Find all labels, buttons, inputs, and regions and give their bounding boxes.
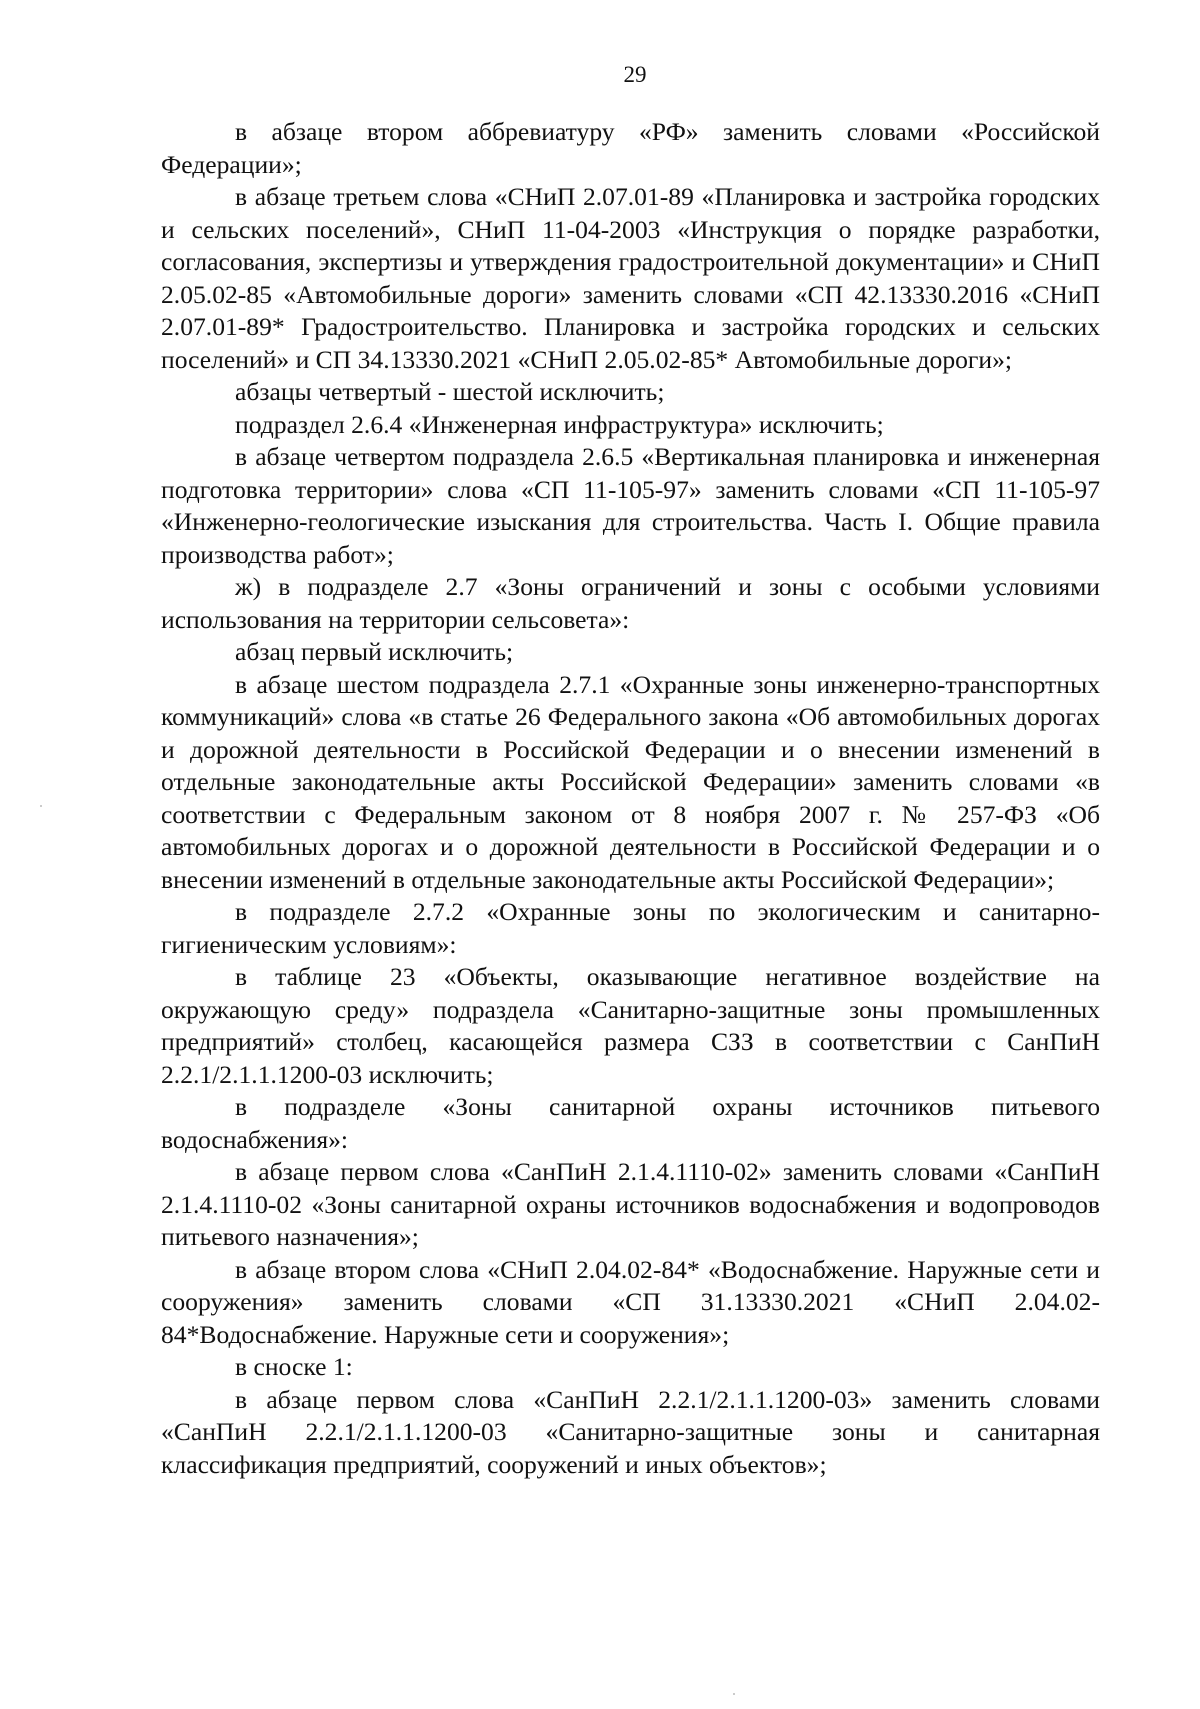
scan-speck	[40, 805, 42, 807]
paragraph: в абзаце шестом подраздела 2.7.1 «Охранные зоны инженерно-транспортных коммуникаций» слова «в статье 26 Федерального закона «Об автомобильных дорогах и дорожной деятельности в Российской Федерации и о внесении изменений в отдельные законодательные акты Российской Федерации» заменить словами «в соответствии с Федеральным законом от 8 ноября 2007 г. № 257-ФЗ «Об автомобильных дорогах и о дорожной деятельности в Российской Федерации и о внесении изменений в отдельные законодательные акты Российской Федерации»;	[161, 669, 1100, 894]
page-number: 29	[623, 62, 647, 87]
paragraph: в сноске 1:	[235, 1352, 353, 1381]
paragraph: абзац первый исключить;	[235, 637, 514, 666]
scan-speck	[733, 1693, 735, 1695]
paragraph: ж) в подразделе 2.7 «Зоны ограничений и зоны с особыми условиями использования на территории сельсовета»:	[161, 572, 1100, 634]
paragraph: в подразделе «Зоны санитарной охраны источников питьевого водоснабжения»:	[161, 1092, 1100, 1154]
paragraph: абзацы четвертый - шестой исключить;	[235, 377, 665, 406]
document-body	[161, 116, 1100, 1481]
paragraph: в таблице 23 «Объекты, оказывающие негативное воздействие на окружающую среду» подраздела «Санитарно-защитные зоны промышленных предприятий» столбец, касающейся размера СЗЗ в соответствии с СанПиН 2.2.1/2.1.1.1200-03 исключить;	[161, 962, 1100, 1089]
paragraph: в абзаце первом слова «СанПиН 2.1.4.1110-02» заменить словами «СанПиН 2.1.4.1110-02 «Зоны санитарной охраны источников водоснабжения и водопроводов питьевого назначения»;	[161, 1157, 1100, 1251]
paragraph: подраздел 2.6.4 «Инженерная инфраструктура» исключить;	[235, 409, 884, 439]
paragraph: в абзаце втором аббревиатуру «РФ» заменить словами «Российской Федерации»;	[161, 117, 1100, 179]
paragraph: в абзаце четвертом подраздела 2.6.5 «Вертикальная планировка и инженерная подготовка территории» слова «СП 11-105-97» заменить словами «СП 11-105-97 «Инженерно-геологические изыскания для строительства. Часть I. Общие правила производства работ»;	[161, 442, 1100, 569]
paragraph: в подразделе 2.7.2 «Охранные зоны по экологическим и санитарно-гигиеническим условиям»:	[161, 897, 1100, 959]
paragraph: в абзаце третьем слова «СНиП 2.07.01-89 «Планировка и застройка городских и сельских поселений», СНиП 11-04-2003 «Инструкция о порядке разработки, согласования, экспертизы и утверждения градостроительной документации» и СНиП 2.05.02-85 «Автомобильные дороги» заменить словами «СП 42.13330.2016 «СНиП 2.07.01-89* Градостроительство. Планировка и застройка городских и сельских поселений» и СП 34.13330.2021 «СНиП 2.05.02-85* Автомобильные дороги»;	[161, 182, 1100, 374]
paragraph: в абзаце первом слова «СанПиН 2.2.1/2.1.1.1200-03» заменить словами «СанПиН 2.2.1/2.1.1.1200-03 «Санитарно-защитные зоны и санитарная классификация предприятий, сооружений и иных объектов»;	[161, 1384, 1100, 1479]
paragraph: в абзаце втором слова «СНиП 2.04.02-84* «Водоснабжение. Наружные сети и сооружения» заменить словами «СП 31.13330.2021 «СНиП 2.04.02-84*Водоснабжение. Наружные сети и сооружения»;	[161, 1254, 1100, 1349]
